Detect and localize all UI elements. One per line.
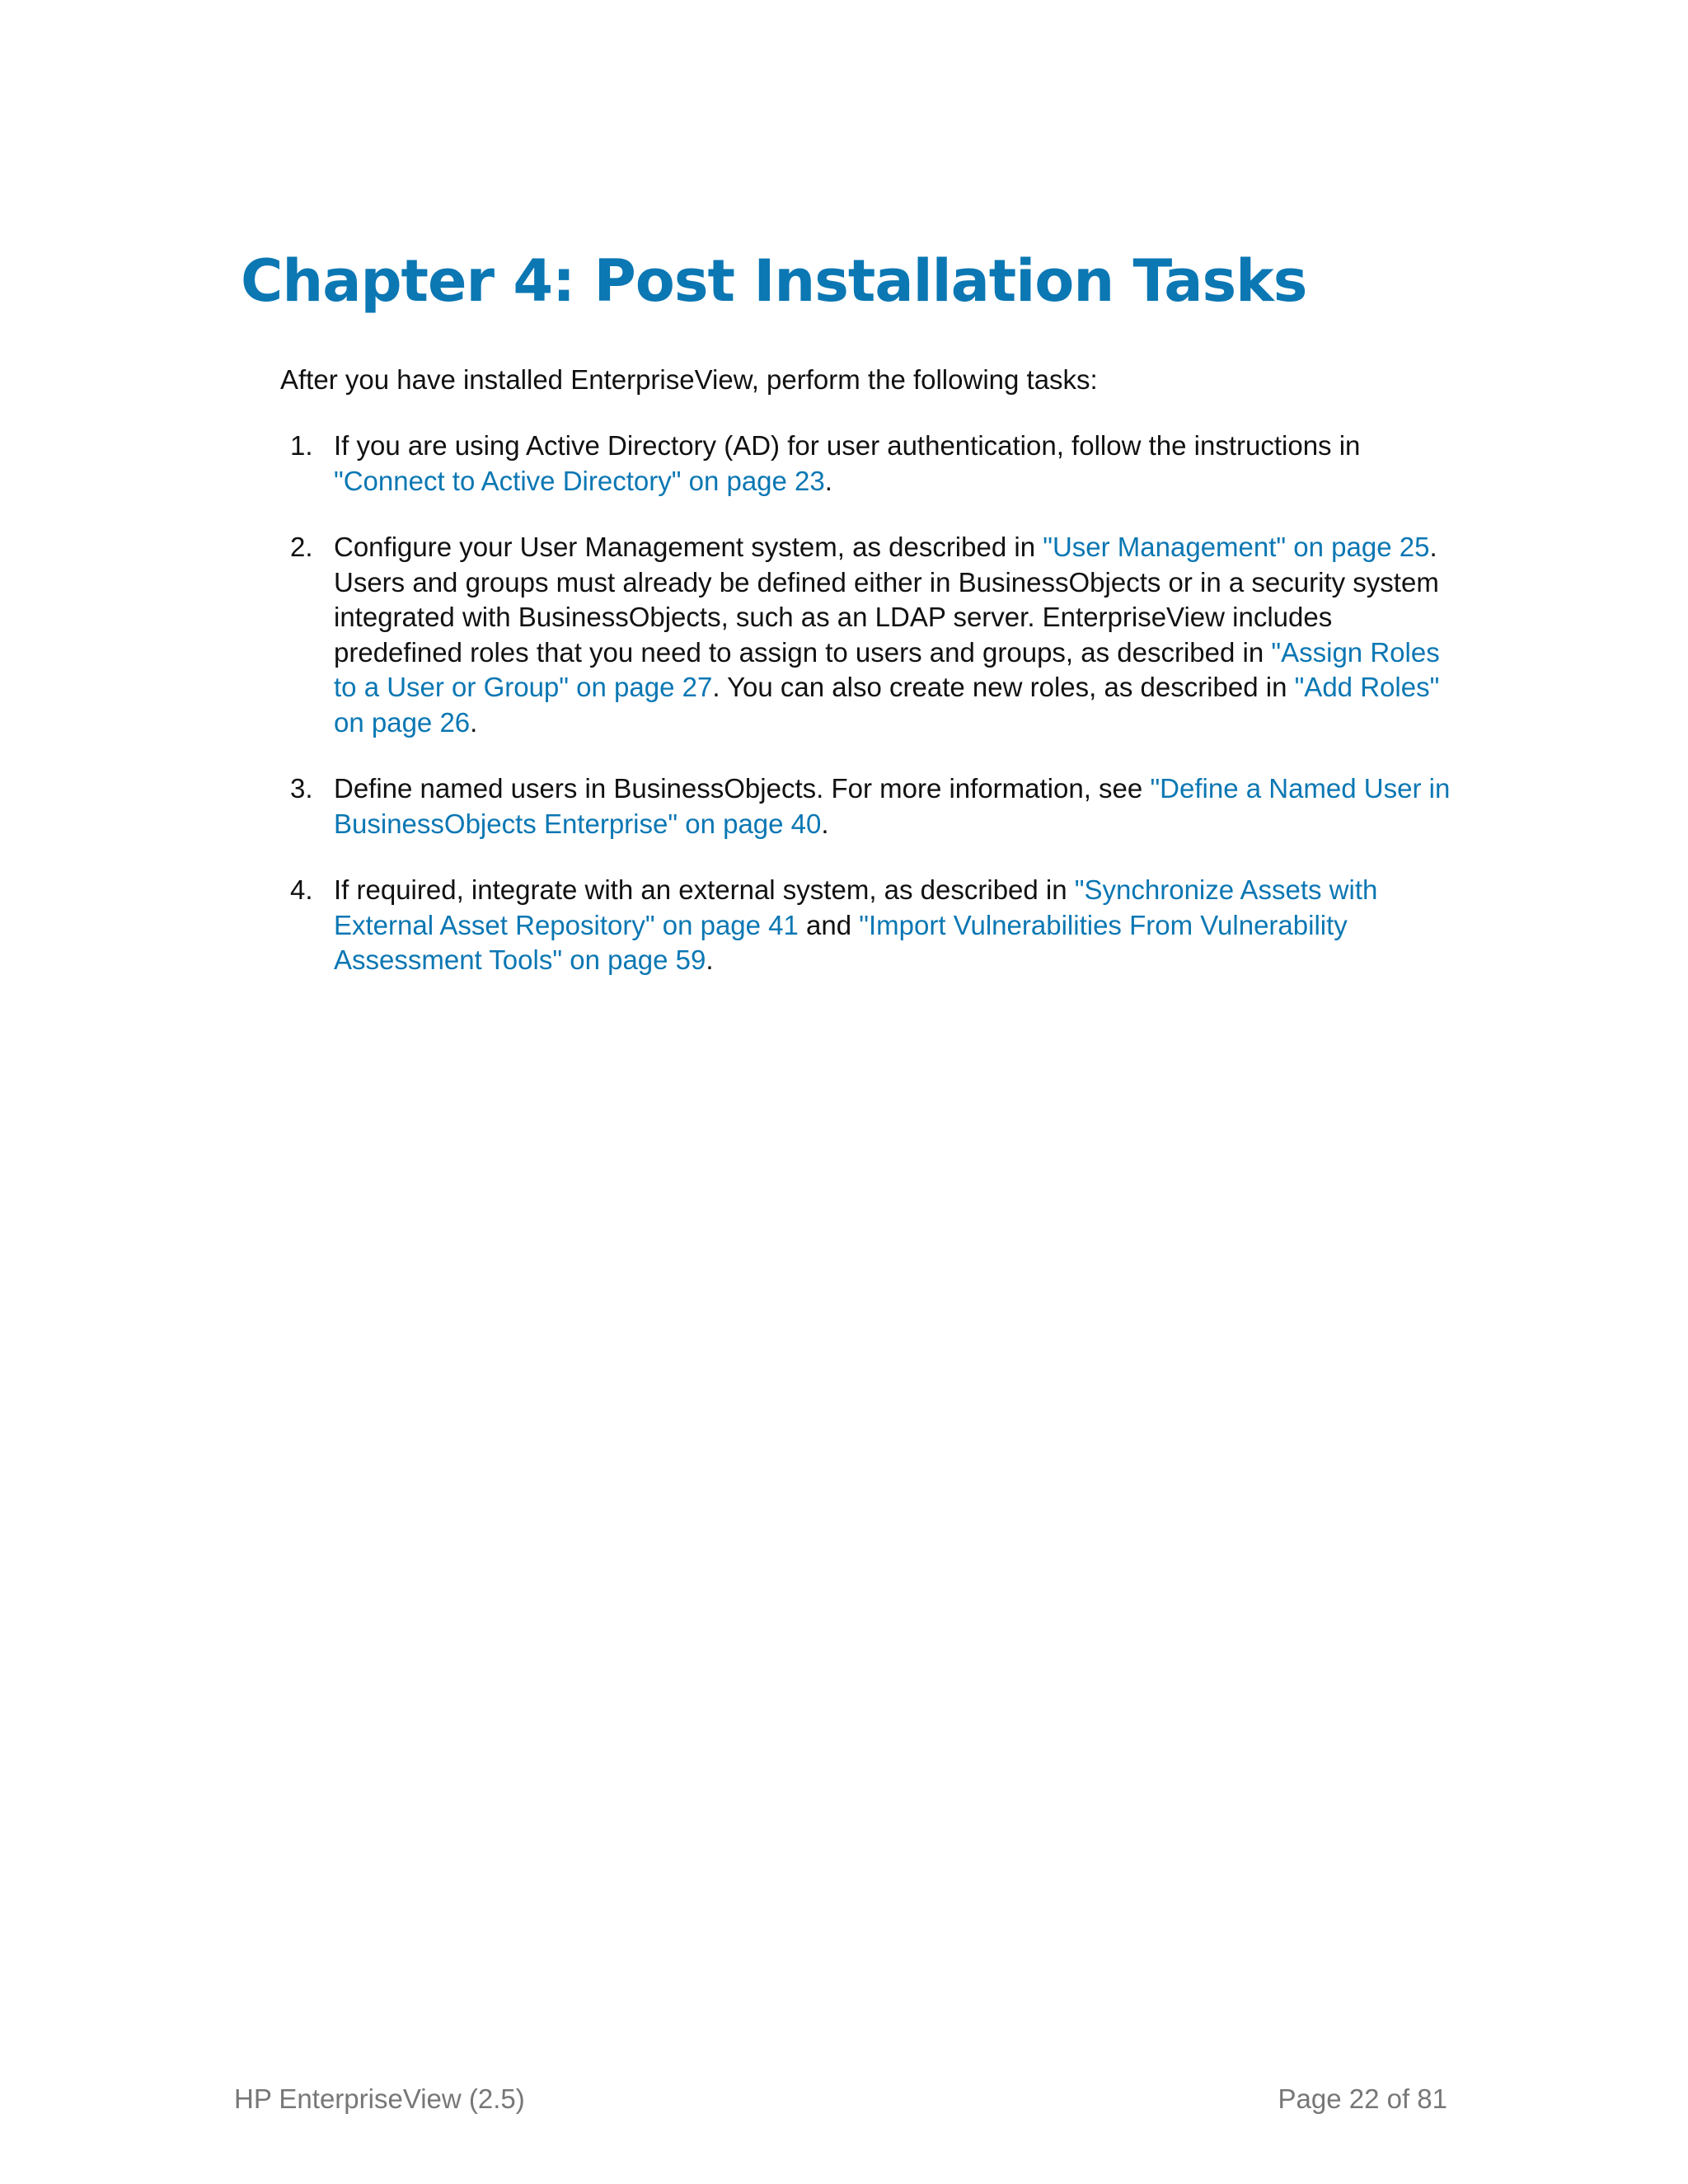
task-text: . You can also create new roles, as described in [712,672,1295,702]
task-item-2 [280,530,1451,740]
link-synchronize-assets[interactable]: "Synchronize Assets with External Asset Repository" on page 41 [334,874,1378,940]
task-text: . [470,706,478,738]
task-number: 4. [290,874,313,905]
task-number: 3. [290,773,313,804]
task-text: . [706,944,714,975]
task-text: . [821,808,829,839]
link-import-vulnerabilities[interactable]: "Import Vulnerabilities From Vulnerability Assessment Tools" on page 59 [334,909,1348,975]
link-define-named-user[interactable]: "Define a Named User in BusinessObjects Enterprise" on page 40 [334,773,1451,839]
task-item-3 [280,771,1451,841]
intro-paragraph: After you have installed EnterpriseView, perform the following tasks: [280,364,1098,395]
task-text: If required, integrate with an external system, as described in [334,874,1075,905]
link-add-roles[interactable]: "Add Roles" on page 26 [334,672,1440,738]
task-list [280,429,1451,1010]
task-item-1 [280,429,1451,499]
link-assign-roles[interactable]: "Assign Roles to a User or Group" on page 27 [334,636,1440,702]
task-text: Configure your User Management system, as described in [334,532,1043,562]
footer-product: HP EnterpriseView (2.5) [234,2083,525,2114]
task-text: . [824,465,832,496]
task-number: 1. [290,430,313,461]
task-text: Define named users in BusinessObjects. For more information, see [334,773,1151,804]
task-text: . Users and groups must already be defined either in BusinessObjects or in a security system integrated with BusinessObjects, such as an LDAP server. EnterpriseView includes predefined roles that you need to assign to users and groups, as described in [334,532,1439,668]
link-user-management[interactable]: "User Management" on page 25 [1043,532,1430,562]
task-number: 2. [290,532,313,562]
footer-page-number: Page 22 of 81 [1278,2083,1447,2114]
task-item-4 [280,873,1451,978]
link-connect-active-directory[interactable]: "Connect to Active Directory" on page 23 [334,465,825,496]
task-text: If you are using Active Directory (AD) for user authentication, follow the instructions in [334,430,1361,461]
task-text: and [798,909,860,940]
chapter-title: Chapter 4: Post Installation Tasks [241,247,1307,315]
